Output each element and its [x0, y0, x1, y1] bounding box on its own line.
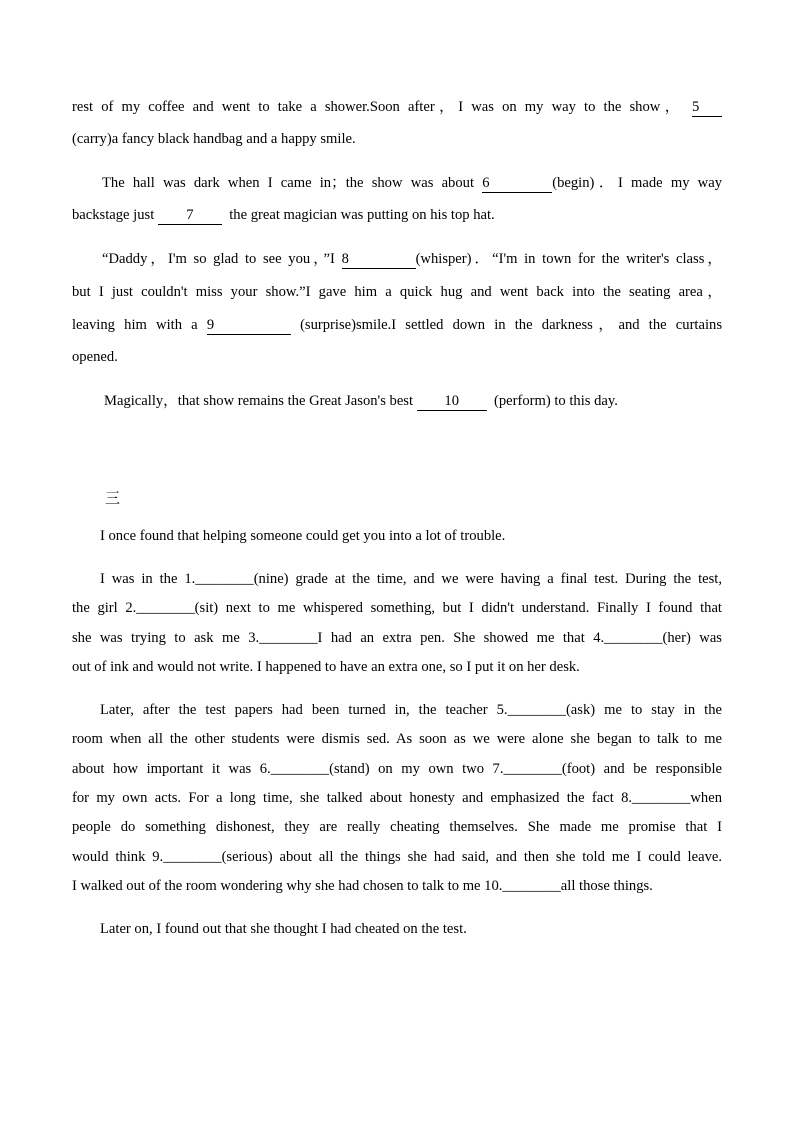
passage-line: I walked out of the room wondering why she had chosen to talk to me 10.________all those things. — [72, 878, 653, 894]
answer-blank-9[interactable]: 9 — [207, 317, 291, 335]
answer-blank-5[interactable]: 5 — [692, 99, 722, 117]
passage-line: (carry)a fancy black handbag and a happy smile. — [72, 131, 356, 147]
passage-line: Later on, I found out that she thought I had cheated on the test. — [100, 921, 467, 937]
passage-line: leaving him with a 9 (surprise)smile.I settled down in the darkness，and the curtains — [72, 317, 722, 333]
answer-blank-6[interactable]: 6 — [482, 175, 552, 193]
passage-line: about how important it was 6.________(stand) on my own two 7.________(foot) and be responsible — [72, 761, 722, 777]
passage-line: backstage just 7 the great magician was putting on his top hat. — [72, 207, 495, 223]
passage-line: for my own acts. For a long time, she talked about honesty and emphasized the fact 8.________when — [72, 790, 722, 806]
passage-line: but I just couldn't miss your show.”I gave him a quick hug and went back into the seating area， — [72, 284, 722, 300]
passage-line: “Daddy，I'm so glad to see you，”I 8 (whisper)．“I'm in town for the writer's class， — [102, 251, 722, 267]
passage-line: would think 9.________(serious) about all the things she had said, and then she told me I could leave. — [72, 849, 722, 865]
passage-line: opened. — [72, 349, 118, 365]
answer-blank-8[interactable]: 8 — [342, 251, 416, 269]
section-number: 三 — [105, 491, 121, 507]
passage-line: she was trying to ask me 3.________I had an extra pen. She showed me that 4.________(her) was — [72, 630, 722, 646]
passage-line: I was in the 1.________(nine) grade at the time, and we were having a final test. During the test, — [100, 571, 722, 587]
passage-line: Magically，that show remains the Great Jason's best 10 (perform) to this day. — [104, 393, 618, 409]
answer-blank-10[interactable]: 10 — [417, 393, 487, 411]
passage-line: rest of my coffee and went to take a shower.Soon after，I was on my way to the show， 5 — [72, 97, 722, 117]
answer-blank-7[interactable]: 7 — [158, 207, 222, 225]
passage-line: out of ink and would not write. I happened to have an extra one, so I put it on her desk. — [72, 659, 580, 675]
passage-line: The hall was dark when I came in；the show was about 6 (begin)．I made my way — [102, 175, 722, 191]
passage-line: I once found that helping someone could get you into a lot of trouble. — [100, 528, 506, 544]
passage-line: room when all the other students were dismis sed. As soon as we were alone she began to talk to me — [72, 731, 722, 747]
passage-line: the girl 2.________(sit) next to me whispered something, but I didn't understand. Finally I found that — [72, 600, 722, 616]
passage-line: Later, after the test papers had been turned in, the teacher 5.________(ask) me to stay in the — [100, 702, 722, 718]
passage-line: people do something dishonest, they are really cheating themselves. She made me promise that I — [72, 819, 722, 835]
